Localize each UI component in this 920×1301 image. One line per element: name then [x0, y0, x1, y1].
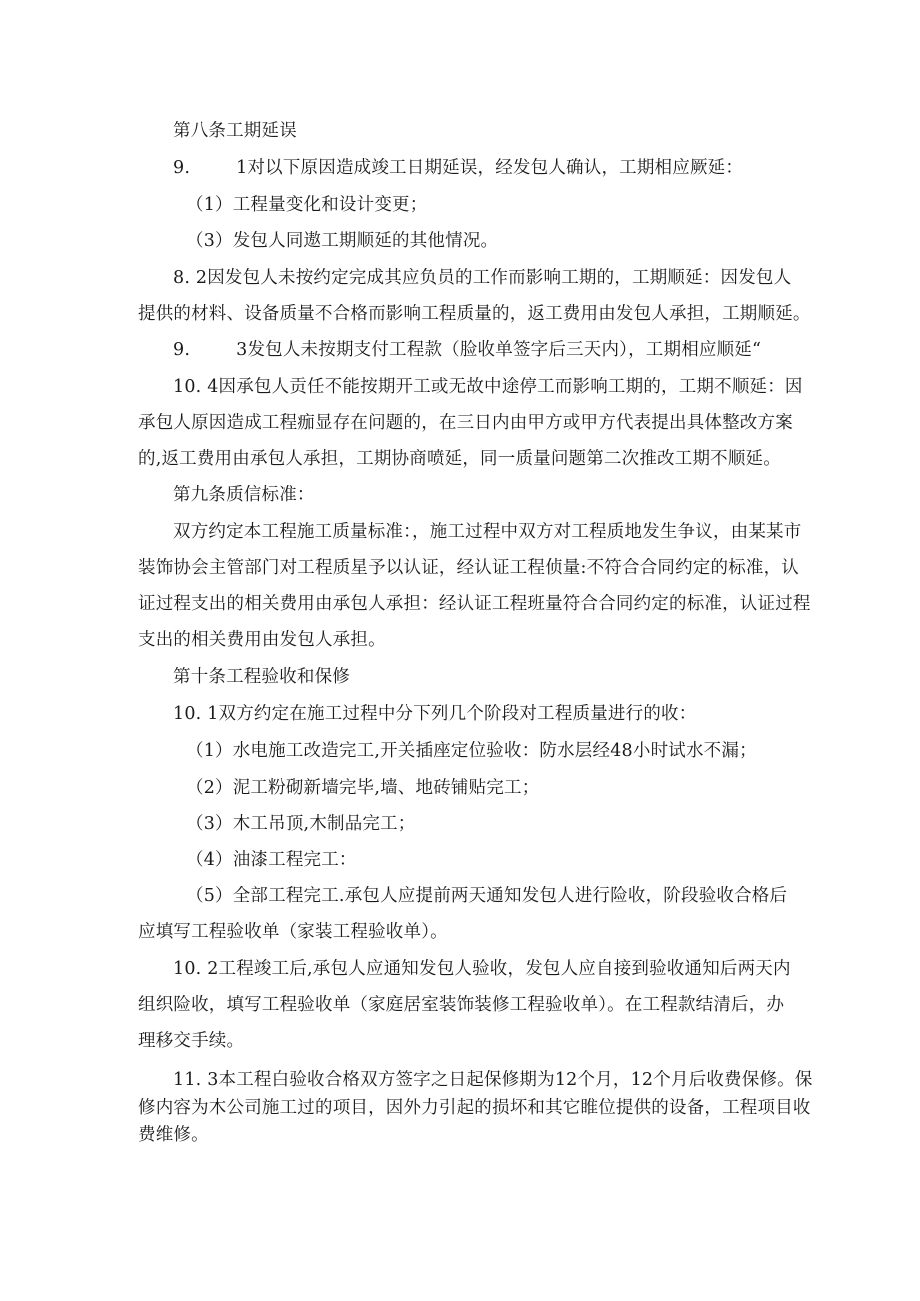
- paragraph-line: 的,返工费用由承包人承担，工期协商喷延，同一质量问题第二次推改工期不顺延。: [138, 449, 781, 469]
- paragraph-line: 10. 1双方约定在施工过程中分下列几个阶段对工程质量进行的收：: [173, 704, 697, 724]
- clause-number: 9.: [173, 158, 191, 178]
- paragraph-line: 双方约定本工程施工质量标准：，施工过程中双方对工程质地发生争议，由某某市: [173, 522, 802, 542]
- clause-text: 1对以下原因造成竣工日期延误，经发包人确认，工期相应厥延：: [236, 158, 744, 178]
- list-item-1: （1）水电施工改造完工,开关插座定位验收：防水层经48小时试水不漏；: [186, 741, 757, 761]
- paragraph-line: 证过程支出的相关费用由承包人承担：经认证工程班量符合合同约定的标准，认证过程: [138, 594, 811, 614]
- clause-number: 9.: [173, 340, 191, 360]
- paragraph-line: 理移交手续。: [138, 1031, 245, 1051]
- paragraph-line: 10. 4因承包人贡任不能按期开工或无故中途停工而影响工期的，工期不顺延：因: [173, 377, 803, 397]
- paragraph-line: 组织险收，填写工程验收单（家庭居室装饰装修工程验收单）。在工程款结清后，办: [138, 995, 785, 1015]
- paragraph-line: 8. 2因发包人未按约定完成其应负员的工作而影响工期的，工期顺延：因发包人: [173, 268, 792, 288]
- paragraph-line: 修内容为木公司施工过的项目，因外力引起的损坏和其它睢位提供的设备，工程项目收: [138, 1098, 811, 1118]
- clause-9-1: [173, 157, 743, 179]
- section-9-heading: 第九条质信标准：: [173, 485, 315, 505]
- list-item-3: （3）发包人同遨工期顺延的其他情况。: [186, 231, 499, 251]
- list-item-5: （5）全部工程完工.承包人应提前两天通知发包人进行险收，阶段验收合格后: [186, 886, 788, 906]
- clause-text: 3发包人未按期支付工程款（脸收单签字后三天内），工期相应顺延“: [236, 340, 762, 360]
- paragraph-line: 装饰协会主管部门对工程质星予以认证，经认证工程侦量:不符合合同约定的标准，认: [138, 558, 799, 578]
- paragraph-line: 提供的材料、设备质量不合格而影响工程质量的，返工费用由发包人承担，工期顺延。: [138, 304, 811, 324]
- paragraph-line: 10. 2工程竣工后,承包人应通知发包人验收，发包人应自接到验收通知后两天内: [173, 959, 791, 979]
- list-item-4: （4）油漆工程完工：: [186, 850, 357, 870]
- list-item-2: （2）泥工粉砌新墙完毕,墙、地砖铺贴完工；: [186, 778, 540, 798]
- paragraph-line: 11. 3本工程白验收合格双方签字之日起保修期为12个月，12个月后收费保修。保: [173, 1070, 813, 1090]
- list-item-3: （3）木工吊顶,木制品完工；: [186, 814, 416, 834]
- list-item-1: （1）工程量变化和设计变更；: [186, 195, 428, 215]
- paragraph-line: 费维修。: [138, 1125, 209, 1145]
- section-10-heading: 第十条工程验收和保修: [173, 667, 350, 687]
- clause-9-3: [173, 339, 761, 361]
- section-8-heading: 第八条工期延误: [173, 121, 297, 141]
- paragraph-line: 应填写工程验收单（家装工程验收单）。: [138, 922, 448, 942]
- paragraph-line: 支出的相关费用由发包人承担。: [138, 630, 386, 650]
- paragraph-line: 承包人原因造成工程痂显存在问题的，在三日内由甲方或甲方代表提出具体整改方案: [138, 413, 793, 433]
